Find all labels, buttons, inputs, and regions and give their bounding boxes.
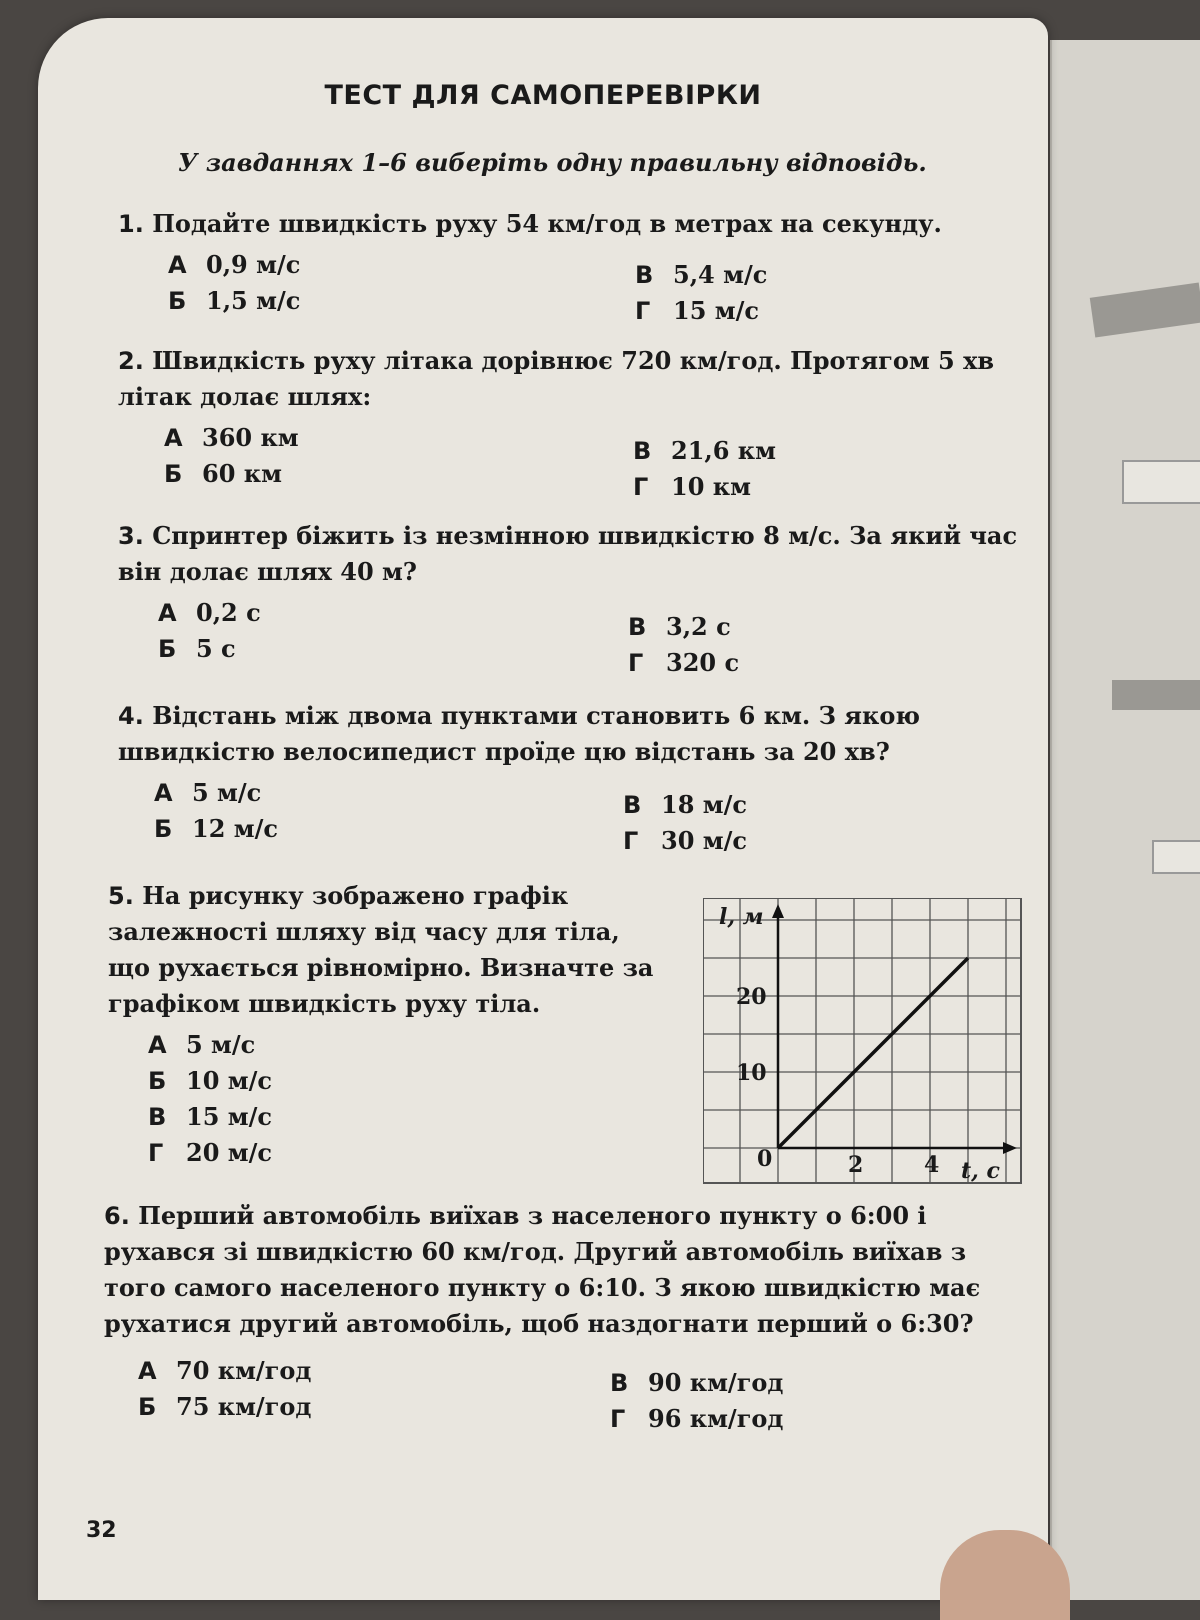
option-a: А 5 м/с (148, 1030, 256, 1059)
question-text: Швидкість руху літака дорівнює 720 км/год. Протягом 5 хв літак долає шлях: (118, 346, 995, 411)
textbook-page (38, 18, 1048, 1600)
instruction: У завданнях 1–6 виберіть одну правильну відповідь. (178, 148, 927, 177)
y-tick-label: 10 (736, 1060, 767, 1086)
question-5: 5. На рисунку зображено графік залежності шляху від часу для тіла, що рухається рівномірно. Визначте за графіком швидкість руху тіла. (108, 881, 654, 1018)
option-b: Б 1,5 м/с (168, 286, 301, 315)
question-6: 6. Перший автомобіль виїхав з населеного пункту о 6:00 і рухався зі швидкістю 60 км/год. Другий автомобіль виїхав з того самого населеного пункту о 6:10. З якою швидкістю має рухатися другий автомобіль, щоб наздогнати перший о 6:30? (104, 1201, 981, 1338)
y-axis-label: l, м (719, 904, 764, 930)
origin-label: 0 (757, 1146, 773, 1172)
option-b: Б 10 м/с (148, 1066, 272, 1095)
question-text: Спринтер біжить із незмінною швидкістю 8 м/с. За який час він долає шлях 40 м? (118, 521, 1018, 586)
option-v: В 90 км/год (610, 1368, 784, 1397)
option-b: Б 60 км (164, 459, 282, 488)
question-text: На рисунку зображено графік залежності шляху від часу для тіла, що рухається рівномірно. Визначте за графіком швидкість руху тіла. (108, 881, 654, 1018)
question-1 (118, 206, 1028, 242)
option-b: Б 12 м/с (154, 814, 278, 843)
option-g: Г 30 м/с (623, 826, 747, 855)
option-g: Г 15 м/с (635, 296, 759, 325)
option-a: А 360 км (164, 423, 299, 452)
option-g: Г 10 км (633, 472, 751, 501)
question-text: Подайте швидкість руху 54 км/год в метрах на секунду. (152, 209, 942, 238)
x-axis-label: t, с (961, 1158, 1000, 1184)
option-v: В 5,4 м/с (635, 260, 768, 289)
distance-time-graph (703, 898, 1023, 1188)
option-a: А 0,9 м/с (168, 250, 301, 279)
option-b: Б 5 с (158, 634, 236, 663)
adjacent-page (1050, 40, 1200, 1600)
page-title: ТЕСТ ДЛЯ САМОПЕРЕВІРКИ (324, 80, 762, 111)
question-text: Відстань між двома пунктами становить 6 км. З якою швидкістю велосипедист проїде цю відстань за 20 хв? (118, 701, 920, 766)
x-tick-label: 2 (848, 1152, 864, 1178)
question-text: Перший автомобіль виїхав з населеного пункту о 6:00 і рухався зі швидкістю 60 км/год. Другий автомобіль виїхав з того самого населеного пункту о 6:10. З якою швидкістю має рухатися другий автомобіль, щоб наздогнати перший о 6:30? (104, 1201, 981, 1338)
option-g: Г 20 м/с (148, 1138, 272, 1167)
question-4: 4. Відстань між двома пунктами становить 6 км. З якою швидкістю велосипедист проїде цю відстань за 20 хв? (118, 701, 920, 766)
option-v: В 15 м/с (148, 1102, 272, 1131)
option-a: А 0,2 с (158, 598, 261, 627)
option-g: Г 320 с (628, 648, 740, 677)
option-g: Г 96 км/год (610, 1404, 784, 1433)
option-a: А 70 км/год (138, 1356, 312, 1385)
option-b: Б 75 км/год (138, 1392, 312, 1421)
option-v: В 3,2 с (628, 612, 731, 641)
question-2: 2. Швидкість руху літака дорівнює 720 км/год. Протягом 5 хв літак долає шлях: (118, 346, 995, 411)
option-v: В 18 м/с (623, 790, 747, 819)
option-a: А 5 м/с (154, 778, 262, 807)
question-3: 3. Спринтер біжить із незмінною швидкістю 8 м/с. За який час він долає шлях 40 м? (118, 521, 1018, 586)
question-number: 1. (118, 210, 144, 238)
x-tick-label: 4 (924, 1152, 940, 1178)
option-v: В 21,6 км (633, 436, 776, 465)
page-number: 32 (86, 1518, 117, 1543)
y-tick-label: 20 (736, 984, 767, 1010)
